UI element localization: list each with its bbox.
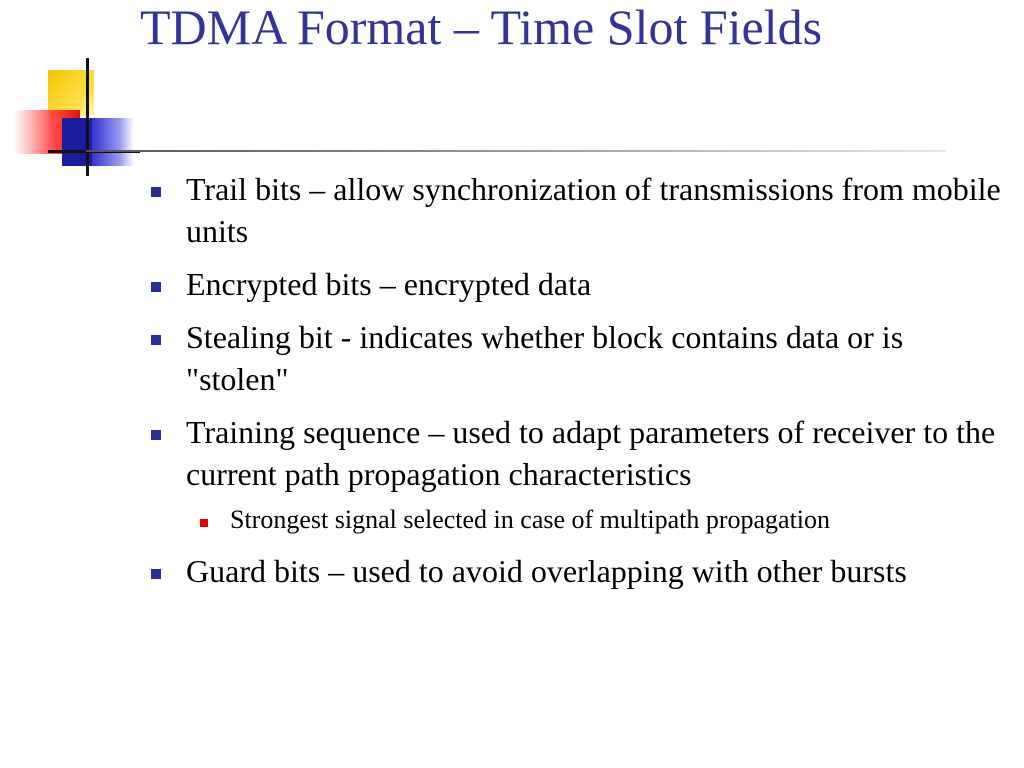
- logo-vertical-line: [86, 58, 89, 176]
- bullet-text: Training sequence – used to adapt parameters of receiver to the current path propagation characteristics: [186, 414, 996, 492]
- square-bullet-icon: [151, 569, 161, 579]
- square-bullet-icon: [151, 335, 161, 345]
- bullet-text: Encrypted bits – encrypted data: [186, 266, 592, 302]
- bullet-item-training-sequence: [150, 411, 1010, 495]
- bullet-text: Stealing bit - indicates whether block contains data or is "stolen": [186, 319, 904, 397]
- sub-bullet-item-strongest-signal: [186, 502, 1010, 538]
- bullet-item-encrypted-bits: [150, 263, 1010, 305]
- sub-bullet-text: Strongest signal selected in case of multipath propagation: [230, 505, 831, 534]
- decorative-squares-logo: [0, 0, 150, 190]
- bullet-list: [150, 168, 1010, 603]
- title-divider: [86, 150, 946, 152]
- red-square-bullet-icon: [200, 519, 208, 527]
- slide-title: TDMA Format – Time Slot Fields: [140, 0, 823, 55]
- bullet-text: Trail bits – allow synchronization of transmissions from mobile units: [186, 171, 1001, 249]
- bullet-item-guard-bits: [150, 550, 1010, 592]
- bullet-text: Guard bits – used to avoid overlapping with other bursts: [186, 553, 907, 589]
- square-bullet-icon: [151, 282, 161, 292]
- square-bullet-icon: [151, 430, 161, 440]
- bullet-item-trail-bits: [150, 168, 1010, 252]
- bullet-item-stealing-bit: [150, 316, 1010, 400]
- square-bullet-icon: [151, 187, 161, 197]
